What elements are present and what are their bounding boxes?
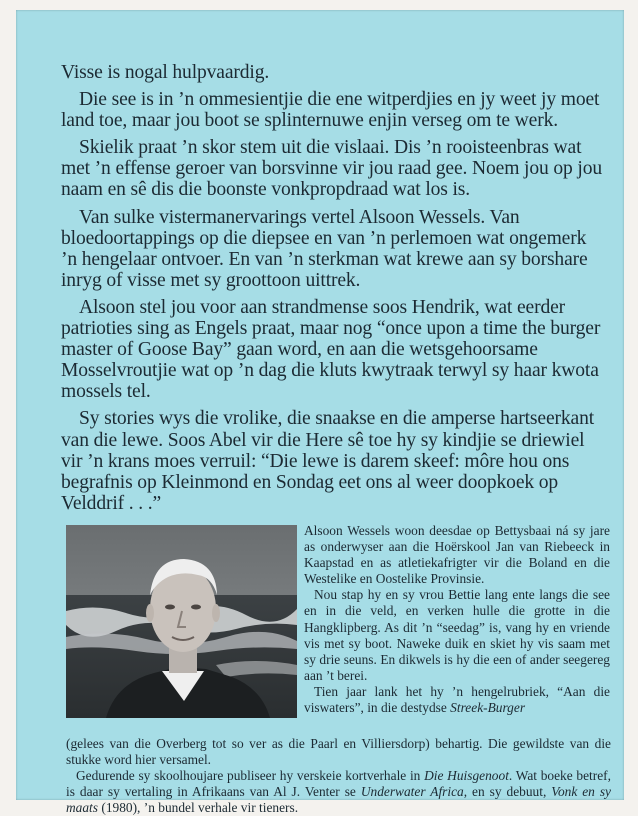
author-bio	[304, 523, 610, 716]
author-photo	[66, 525, 297, 718]
bio-p3-text: Tien jaar lank het hy ’n hengelrubriek, “Aan die viswaters”, in die destydse	[304, 683, 610, 716]
blurb-text	[61, 62, 606, 520]
author-bio-continued	[66, 736, 611, 816]
bio-p4-book-2: Vonk en sy maats	[66, 784, 611, 816]
bio-paragraph-4	[66, 768, 611, 816]
bio-p4-text-b: . Wat boeke betref, is daar sy vertaling in Afrikaans van Al J. Venter se	[66, 768, 611, 800]
blurb-paragraph-3: Skielik praat ’n skor stem uit die vislaai. Dis ’n rooisteenbras wat met ’n effense geroer van borsvinne vir jou raad gee. Noem jou op jou naam en sê dis die boonste vonkpropdraad wat los is.	[61, 137, 603, 201]
blurb-paragraph-6: Sy stories wys die vrolike, die snaakse en die amperse hartseerkant van die lewe. Soos Abel vir die Here sê toe hy sy kindjie se driewiel vir ’n krans moes verruil: “Die lewe is darem skeef: môre hou ons begrafnis op Kleinmond en Sondag eet ons al weer doopkoek op Velddrif . . .”	[61, 408, 595, 514]
bio-p4-text-c: , en sy debuut,	[463, 784, 547, 800]
bio-paragraph-1: Alsoon Wessels woon deesdae op Bettysbaai ná sy jare as onderwyser aan die Hoërskool Jan van Riebeeck in Kaapstad en as atletiekafrigter vir die Boland en die Westelike en Oostelike Provinsie.	[304, 523, 610, 587]
bio-p4-book-1: Underwater Africa	[360, 784, 464, 800]
bio-p4-text-d: (1980), ’n bundel verhale vir tieners.	[101, 800, 299, 816]
blurb-paragraph-2: Die see is in ’n ommesientjie die ene witperdjies en jy weet jy moet land toe, maar jou boot se splinternuwe enjin verseg om te werk.	[61, 89, 600, 132]
bio-paragraph-3-continued: (gelees van die Overberg tot so ver as die Paarl en Villiersdorp) behartig. Die gewildste van die stukke word hier versamel.	[66, 736, 611, 768]
bio-p4-magazine: Die Huisgenoot	[424, 768, 509, 784]
blurb-paragraph-1: Visse is nogal hulpvaardig.	[61, 62, 270, 83]
blurb-paragraph-4: Van sulke vistermanervarings vertel Alsoon Wessels. Van bloedoortappings op die diepsee en van ’n perlemoen wat ongemerk ’n hengelaar ontvoer. En van ’n sterkman wat krewe aan sy borshare inryg of visse met sy groottoon uittrek.	[61, 206, 588, 291]
bio-paragraph-3	[304, 684, 610, 716]
bio-paragraph-2: Nou stap hy en sy vrou Bettie lang ente langs die see en in die veld, en verken hulle die grotte in die Hangklipberg. As dit ’n “seedag” is, vang hy en vriende vis met sy boot. Naweke duik en skiet hy vis saam met sy drie seuns. En dikwels is hy die een of ander seegereg aan ’t berei.	[304, 587, 610, 683]
bio-p4-text-a: Gedurende sy skoolhoujare publiseer hy verskeie kortverhale in	[76, 768, 421, 784]
book-back-cover	[16, 10, 624, 816]
bio-p3-newspaper: Streek-Burger	[450, 700, 526, 716]
blurb-paragraph-5: Alsoon stel jou voor aan strandmense soos Hendrik, wat eerder patrioties sing as Engels praat, maar nog “once upon a time the burger master of Goose Bay” gaan word, en aan die wetsgehoorsame Mosselvroutjie wat op ’n dag die kluts kwytraak terwyl sy haar kwota mossels tel.	[61, 296, 601, 403]
